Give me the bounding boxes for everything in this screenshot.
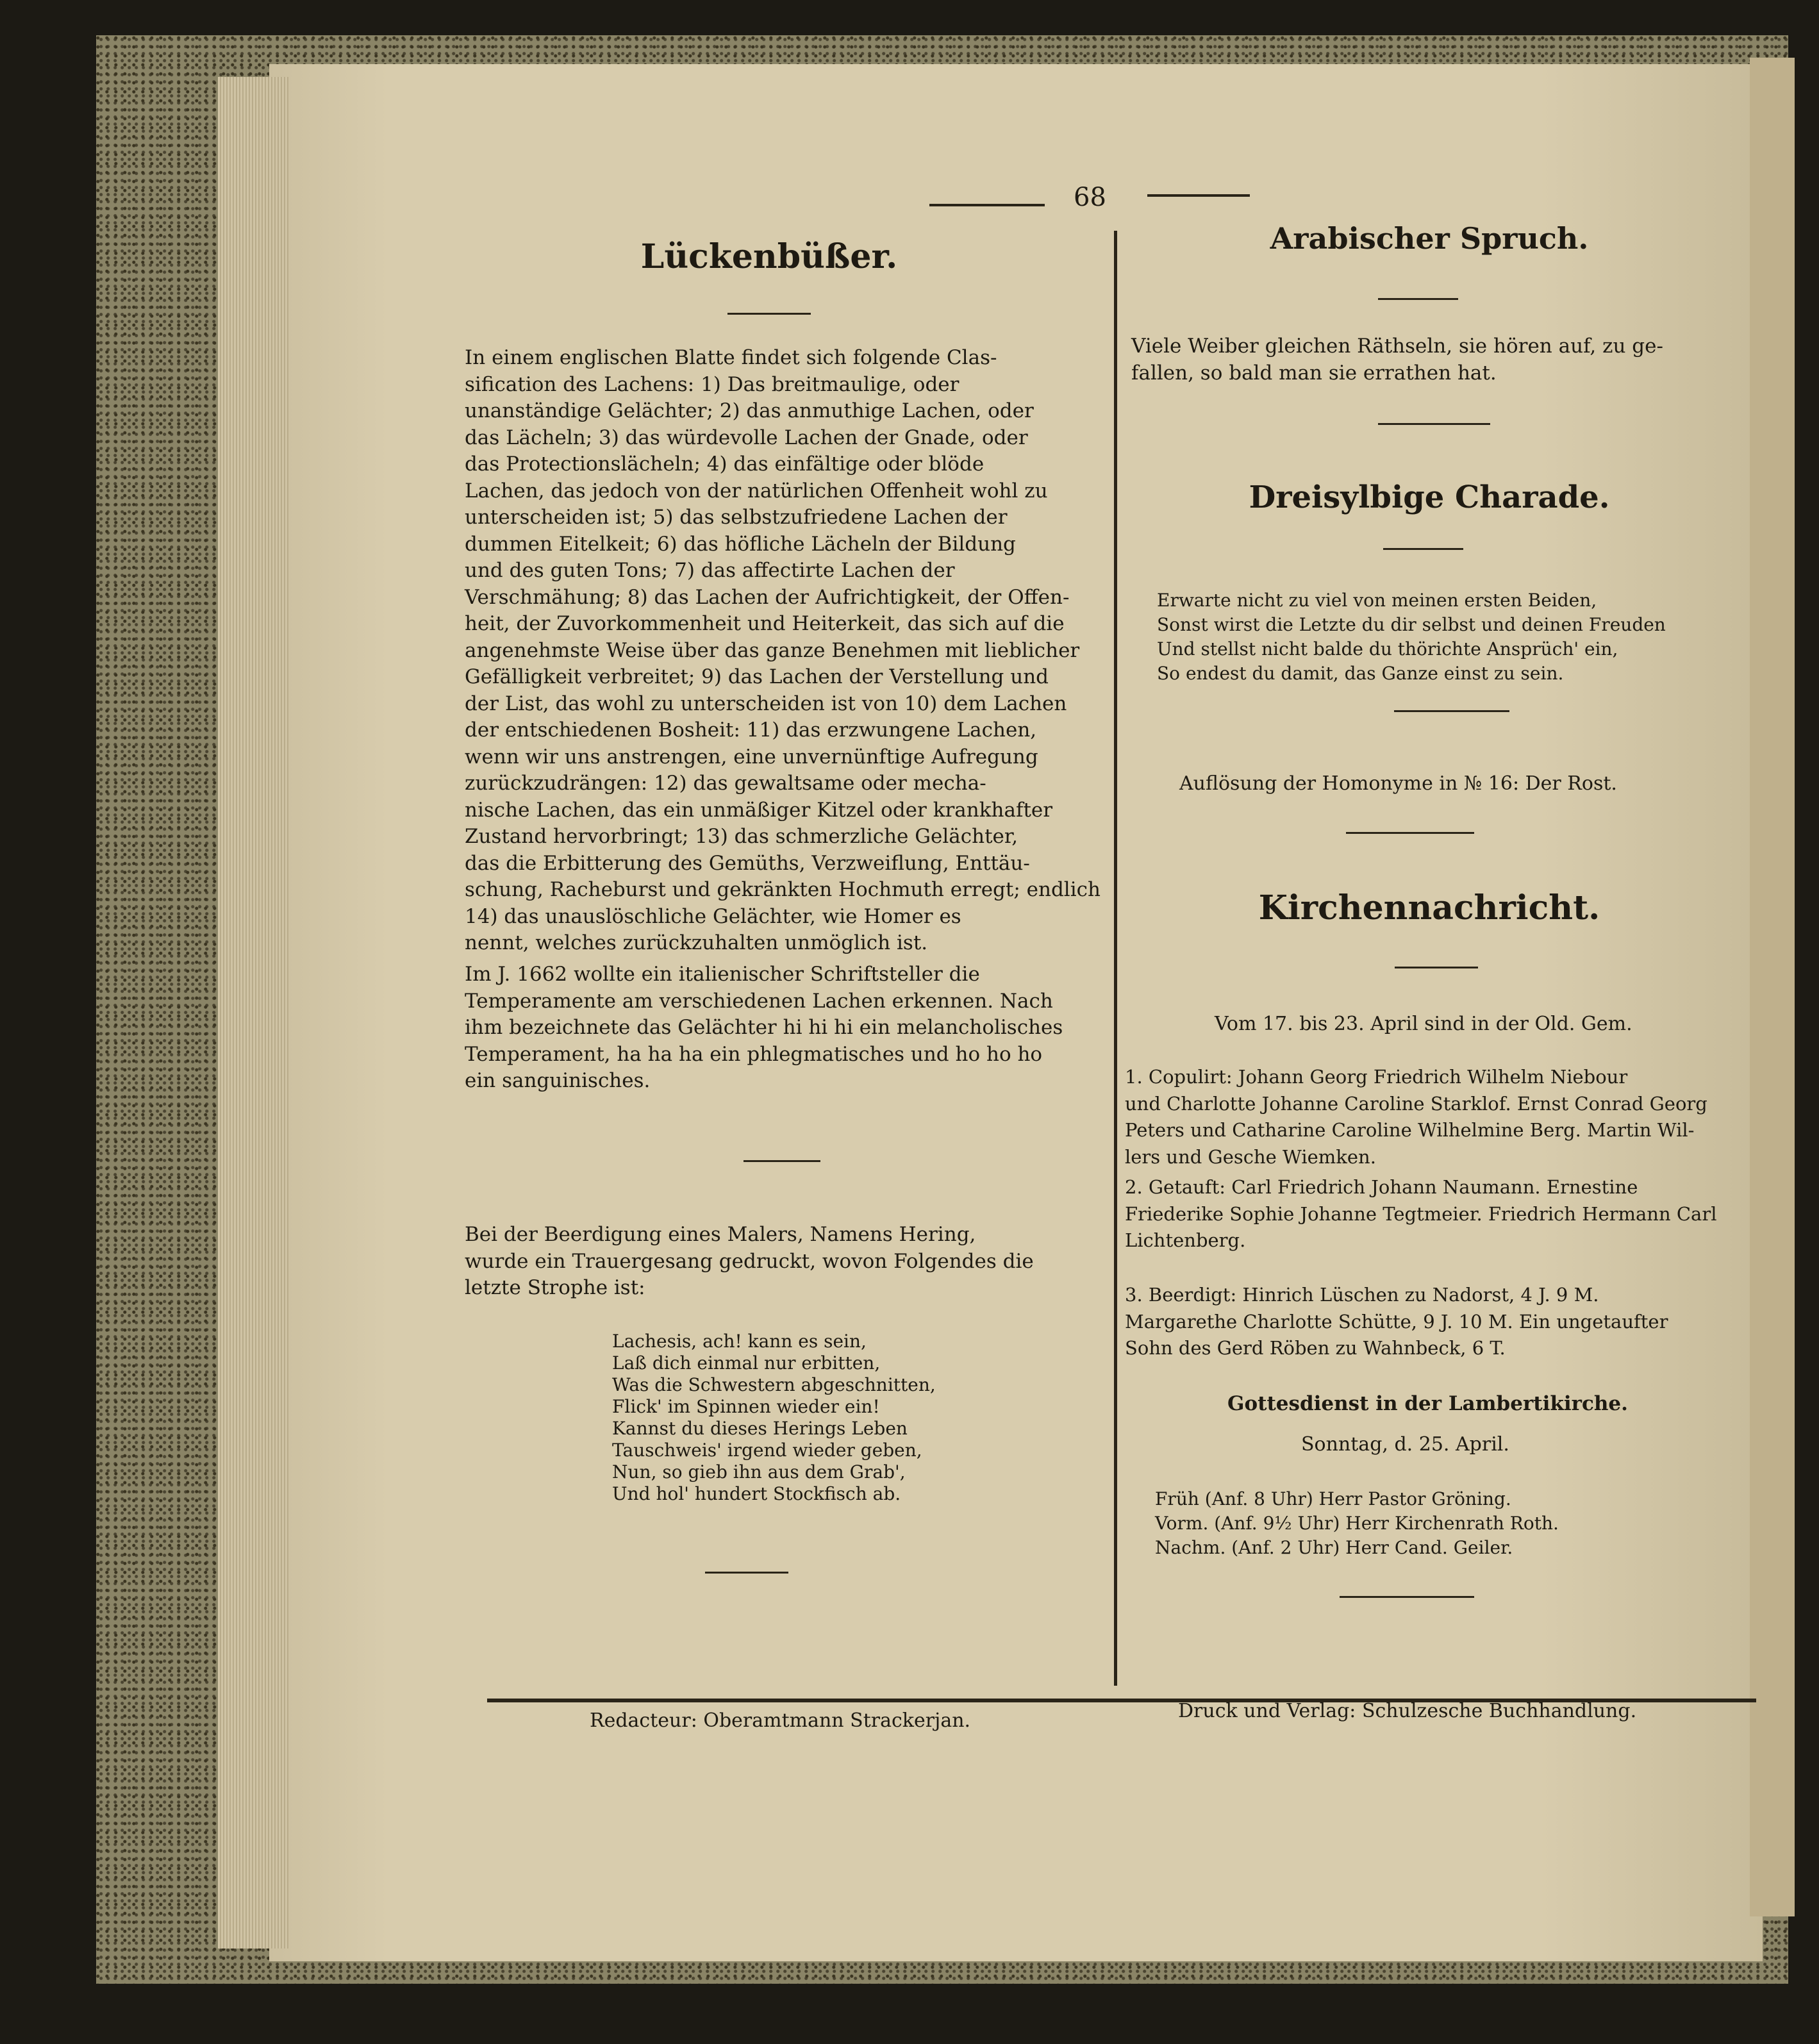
separator — [1340, 1596, 1474, 1598]
text-line: Sohn des Gerd Röben zu Wahnbeck, 6 T. — [1125, 1337, 1506, 1359]
paragraph-beerdigung — [465, 1222, 1093, 1302]
poem-line: Flick' im Spinnen wieder ein! — [612, 1396, 880, 1417]
text-line: Viele Weiber gleichen Räthseln, sie hören auf, zu ge- — [1131, 335, 1663, 358]
text-line: dummen Eitelkeit; 6) das höfliche Lächeln der Bildung — [465, 532, 1016, 556]
text-line: 3. Beerdigt: Hinrich Lüschen zu Nadorst, 4 J. 9 M. — [1125, 1284, 1599, 1306]
poem-line: Nun, so gieb ihn aus dem Grab', — [612, 1461, 906, 1483]
text-line: nennt, welches zurückzuhalten unmöglich ist. — [465, 931, 928, 954]
poem-line: Was die Schwestern abgeschnitten, — [612, 1374, 936, 1395]
page-edges — [218, 77, 288, 1948]
text-line: unanständige Gelächter; 2) das anmuthige Lachen, oder — [465, 399, 1034, 422]
text-line: Gefälligkeit verbreitet; 9) das Lachen der Verstellung und — [465, 665, 1049, 688]
beerdigt-text — [1125, 1282, 1753, 1362]
text-line: ihm bezeichnete das Gelächter hi hi hi ein melancholisches — [465, 1016, 1063, 1039]
separator — [1394, 710, 1509, 712]
text-line: 1. Copulirt: Johann Georg Friedrich Wilhelm Niebour — [1125, 1066, 1628, 1088]
text-line: wenn wir uns anstrengen, eine unvernünftige Aufregung — [465, 745, 1038, 769]
service-line: Vorm. (Anf. 9½ Uhr) Herr Kirchenrath Roth. — [1155, 1513, 1559, 1534]
charade-line: Erwarte nicht zu viel von meinen ersten Beiden, — [1157, 590, 1597, 611]
services-list — [1155, 1487, 1559, 1560]
text-line: letzte Strophe ist: — [465, 1276, 645, 1299]
title-charade: Dreisylbige Charade. — [1249, 479, 1610, 515]
getauft-text — [1125, 1174, 1753, 1254]
separator — [1395, 967, 1478, 968]
sonntag-date: Sonntag, d. 25. April. — [1301, 1433, 1509, 1456]
separator — [1346, 832, 1474, 834]
text-line: Lachen, das jedoch von der natürlichen Offenheit wohl zu — [465, 479, 1048, 503]
text-line: Friederike Sophie Johanne Tegtmeier. Friedrich Hermann Carl — [1125, 1202, 1717, 1225]
paragraph-temperament — [465, 961, 1093, 1095]
text-line: fallen, so bald man sie errathen hat. — [1131, 361, 1497, 385]
aufloesung: Auflösung der Homonyme in № 16: Der Rost. — [1179, 772, 1617, 795]
text-line: und des guten Tons; 7) das affectirte Lachen der — [465, 559, 955, 582]
copulirt-text — [1125, 1064, 1753, 1170]
separator — [1378, 423, 1490, 425]
text-line: angenehmste Weise über das ganze Benehmen mit lieblicher — [465, 638, 1080, 662]
text-line: wurde ein Trauergesang gedruckt, wovon Folgendes die — [465, 1249, 1034, 1273]
title-gottesdienst: Gottesdienst in der Lambertikirche. — [1227, 1392, 1628, 1415]
page-number: 68 — [1074, 183, 1106, 212]
paragraph-classification — [465, 345, 1101, 957]
text-line: Temperament, ha ha ha ein phlegmatisches und ho ho ho — [465, 1042, 1043, 1066]
service-line: Früh (Anf. 8 Uhr) Herr Pastor Gröning. — [1155, 1488, 1511, 1509]
text-line: der List, das wohl zu unterscheiden ist von 10) dem Lachen — [465, 692, 1067, 715]
text-line: das Lächeln; 3) das würdevolle Lachen der Gnade, oder — [465, 426, 1028, 449]
text-line: nische Lachen, das ein unmäßiger Kitzel oder krankhafter — [465, 798, 1053, 822]
text-line: 2. Getauft: Carl Friedrich Johann Naumann. Ernestine — [1125, 1176, 1638, 1198]
text-line: heit, der Zuvorkommenheit und Heiterkeit, das sich auf die — [465, 612, 1065, 635]
column-divider — [1114, 231, 1117, 1686]
text-line: schung, Racheburst und gekränkten Hochmuth erregt; endlich — [465, 878, 1101, 901]
poem-line: Laß dich einmal nur erbitten, — [612, 1352, 881, 1374]
charade-text — [1157, 588, 1666, 686]
title-arabischer-spruch: Arabischer Spruch. — [1270, 221, 1589, 256]
kirchen-intro: Vom 17. bis 23. April sind in der Old. Gem. — [1215, 1013, 1632, 1035]
footer-druck: Druck und Verlag: Schulzesche Buchhandlung. — [1178, 1700, 1637, 1722]
separator — [1378, 298, 1458, 300]
separator — [743, 1160, 820, 1162]
text-line: Bei der Beerdigung eines Malers, Namens Hering, — [465, 1223, 976, 1246]
text-line: das die Erbitterung des Gemüths, Verzweiflung, Enttäu- — [465, 851, 1030, 875]
text-line: der entschiedenen Bosheit: 11) das erzwungene Lachen, — [465, 719, 1037, 742]
text-line: Verschmähung; 8) das Lachen der Aufrichtigkeit, der Offen- — [465, 585, 1070, 609]
text-line: lers und Gesche Wiemken. — [1125, 1145, 1376, 1168]
ornament-left — [929, 204, 1045, 206]
text-line: Zustand hervorbringt; 13) das schmerzliche Gelächter, — [465, 825, 1018, 848]
title-kirchennachricht: Kirchennachricht. — [1258, 888, 1600, 927]
poem-line: Und hol' hundert Stockfisch ab. — [612, 1483, 901, 1504]
text-line: Im J. 1662 wollte ein italienischer Schriftsteller die — [465, 963, 980, 986]
text-line: ein sanguinisches. — [465, 1069, 651, 1092]
poem-line: Lachesis, ach! kann es sein, — [612, 1331, 867, 1352]
separator — [1383, 548, 1463, 550]
text-line: Lichtenberg. — [1125, 1229, 1246, 1251]
text-line: In einem englischen Blatte findet sich folgende Clas- — [465, 346, 997, 369]
separator — [727, 313, 811, 315]
text-line: zurückzudrängen: 12) das gewaltsame oder mecha- — [465, 772, 986, 795]
charade-line: Sonst wirst die Letzte du dir selbst und deinen Freuden — [1157, 614, 1666, 635]
text-line: Temperamente am verschiedenen Lachen erkennen. Nach — [465, 989, 1053, 1013]
text-line: Peters und Catharine Caroline Wilhelmine Berg. Martin Wil- — [1125, 1119, 1695, 1141]
spruch-text — [1131, 333, 1692, 386]
poem-stanza — [612, 1331, 936, 1505]
text-line: und Charlotte Johanne Caroline Starklof. Ernst Conrad Georg — [1125, 1092, 1707, 1115]
text-line: das Protectionslächeln; 4) das einfältige oder blöde — [465, 453, 984, 476]
text-line: 14) das unauslöschliche Gelächter, wie Homer es — [465, 904, 961, 928]
poem-line: Tauschweis' irgend wieder geben, — [612, 1440, 922, 1461]
ornament-right — [1147, 194, 1250, 197]
title-lueckenbuesser: Lückenbüßer. — [640, 237, 898, 276]
text-line: unterscheiden ist; 5) das selbstzufriedene Lachen der — [465, 506, 1008, 529]
separator — [705, 1572, 788, 1574]
text-line: Margarethe Charlotte Schütte, 9 J. 10 M. Ein ungetaufter — [1125, 1310, 1668, 1333]
next-page-edge — [1750, 58, 1795, 1916]
charade-line: So endest du damit, das Ganze einst zu sein. — [1157, 663, 1564, 684]
service-line: Nachm. (Anf. 2 Uhr) Herr Cand. Geiler. — [1155, 1537, 1513, 1558]
footer-redacteur: Redacteur: Oberamtmann Strackerjan. — [590, 1709, 971, 1732]
charade-line: Und stellst nicht balde du thörichte Ansprüch' ein, — [1157, 638, 1618, 660]
poem-line: Kannst du dieses Herings Leben — [612, 1418, 908, 1439]
text-line: sification des Lachens: 1) Das breitmaulige, oder — [465, 372, 959, 396]
